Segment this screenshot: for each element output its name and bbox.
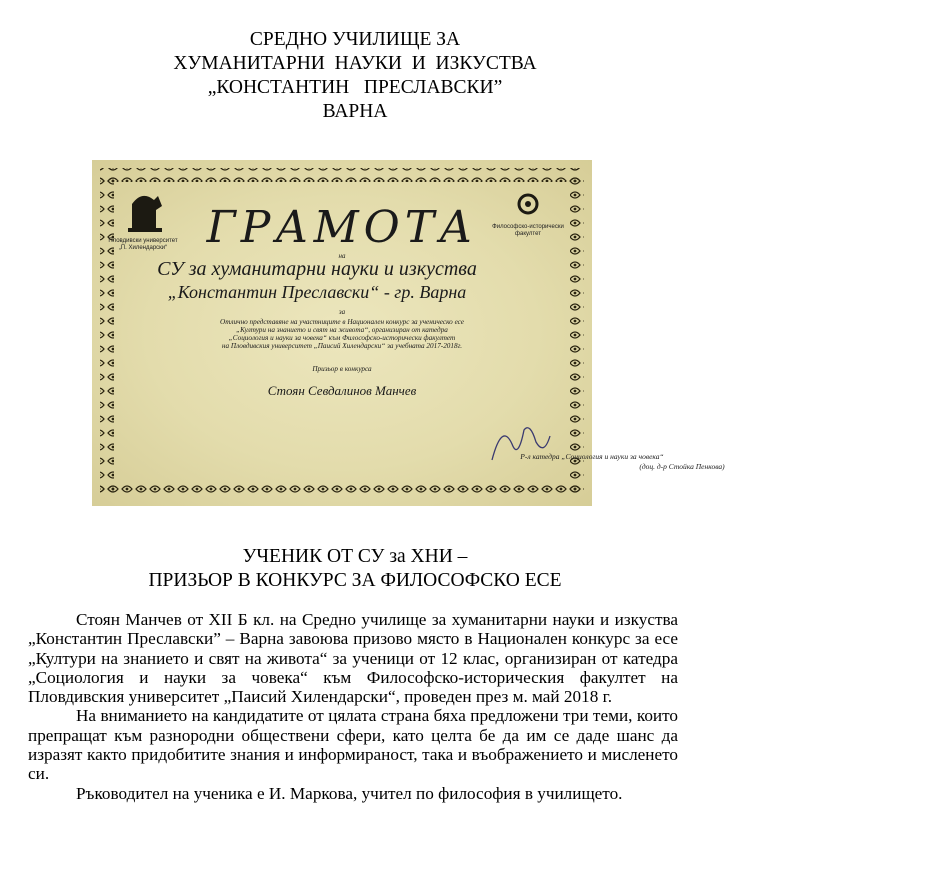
- certificate-image: [92, 160, 725, 506]
- certificate-signature-line-2: (доц. д-р Стойка Пенкова): [639, 462, 725, 471]
- certificate-signature-line-1: Р-л катедра „Социология и науки за човека“: [520, 452, 664, 461]
- article-heading: [0, 545, 710, 593]
- header-line-4: ВАРНА: [322, 101, 388, 122]
- school-header: [0, 28, 710, 124]
- heading-line-2: ПРИЗЬОР В КОНКУРС ЗА ФИЛОСОФСКО ЕСЕ: [148, 570, 562, 591]
- header-line-3: „КОНСТАНТИН ПРЕСЛАВСКИ”: [207, 77, 503, 98]
- certificate-na: на: [338, 252, 346, 260]
- header-line-1: СРЕДНО УЧИЛИЩЕ ЗА: [249, 29, 461, 50]
- certificate-reason-2: „Култури на знанието и свят на живота“, организиран от катедра: [236, 326, 448, 334]
- heading-line-1: УЧЕНИК ОТ СУ за ХНИ –: [242, 546, 468, 567]
- header-line-2: ХУМАНИТАРНИ НАУКИ И ИЗКУСТВА: [173, 53, 537, 74]
- certificate-reason-3: „Социология и науки за човека“ към Философско-исторически факултет: [228, 334, 456, 342]
- certificate-reason-4: на Пловдивския университет „Паисий Хилендарски“ за учебната 2017-2018г.: [221, 342, 463, 350]
- certificate-prizior: Призьор в конкурса: [312, 365, 372, 373]
- certificate-title: ГРАМОТА: [206, 202, 478, 253]
- certificate-student-name: Стоян Севдалинов Манчев: [267, 383, 417, 398]
- certificate-za: за: [338, 308, 346, 316]
- left-logo-caption: Пловдивски университет „П. Хилендарски“: [108, 238, 178, 251]
- certificate-reason-1: Отлично представяне на участниците в Национален конкурс за ученическо есе: [220, 318, 464, 326]
- paragraph-2: На вниманието на кандидатите от цялата страна бяха предложени три теми, които препращат към разнородни обществени сфери, като целта бе да им се даде шанс да изразят както придобитите знания и информираност, така и въображението и мисленето си.: [28, 706, 678, 784]
- certificate-school-line-2: „Константин Преславски“ - гр. Варна: [167, 282, 467, 302]
- paragraph-1: Стоян Манчев от XII Б кл. на Средно училище за хуманитарни науки и изкуства „Константин Преславски” – Варна завоюва призово място в Национален конкурс за есе „Култури на знанието и свят на живота“ за ученици от 12 клас, организиран от катедра „Социология и науки за човека“ към Философско-историческия факултет на Пловдивския университет „Паисий Хилендарски“, проведен през м. май 2018 г.: [28, 610, 678, 707]
- certificate-school-line-1: СУ за хуманитарни науки и изкуства: [157, 258, 477, 280]
- article-body: [28, 610, 678, 803]
- paragraph-3: Ръководител на ученика е И. Маркова, учител по философия в училището.: [76, 783, 623, 803]
- right-logo-caption: Философско-исторически факултет: [492, 224, 564, 237]
